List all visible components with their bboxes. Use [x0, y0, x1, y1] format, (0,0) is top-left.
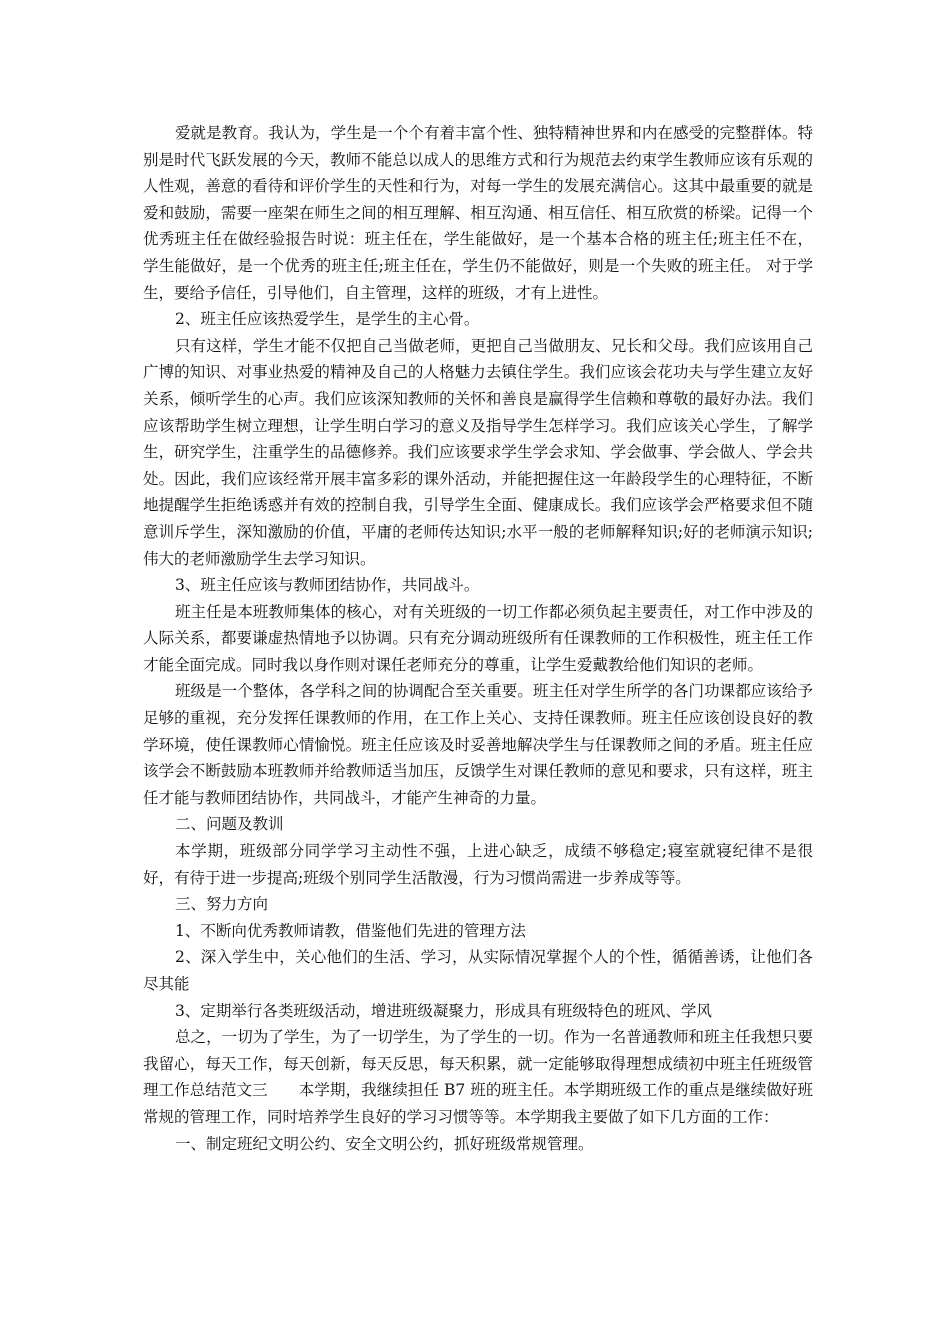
heading-direction: 三、努力方向	[175, 895, 269, 914]
heading-class-rules: 一、制定班纪文明公约、安全文明公约，抓好班级常规管理。	[175, 1134, 594, 1153]
heading-cooperate-with-teachers: 3、班主任应该与教师团结协作，共同战斗。	[175, 576, 480, 595]
heading-love-students: 2、班主任应该热爱学生，是学生的主心骨。	[175, 310, 480, 329]
document-body	[143, 120, 813, 1157]
paragraph-only-this-way: 只有这样，学生才能不仅把自己当做老师，更把自己当做朋友、兄长和父母。我们应该用自己广博的知识、对事业热爱的精神及自己的人格魅力去镇住学生。我们应该会花功夫与学生建立友好关系，倾听学生的心声。我们应该深知教师的关怀和善良是赢得学生信赖和尊敬的最好办法。我们应该帮助学生树立理想，让学生明白学习的意义及指导学生怎样学习。我们应该关心学生，了解学生，研究学生，注重学生的品德修养。我们应该要求学生学会求知、学会做事、学会做人、学会共处。因此，我们应该经常开展丰富多彩的课外活动，并能把握住这一年龄段学生的心理特征，不断地提醒学生拒绝诱惑并有效的控制自我，引导学生全面、健康成长。我们应该学会严格要求但不随意训斥学生，深知激励的价值，平庸的老师传达知识;水平一般的老师解释知识;好的老师演示知识;伟大的老师激励学生去学习知识。	[143, 336, 813, 568]
paragraph-class-teacher-core: 班主任是本班教师集体的核心，对有关班级的一切工作都必须负起主要责任，对工作中涉及的人际关系，都要谦虚热情地予以协调。只有充分调动班级所有任课教师的工作积极性，班主任工作才能全面完成。同时我以身作则对课任老师充分的尊重，让学生爱戴教给他们知识的老师。	[143, 602, 813, 674]
paragraph-problems: 本学期，班级部分同学学习主动性不强，上进心缺乏，成绩不够稳定;寝室就寝纪律不是很好，有待于进一步提高;班级个别同学生活散漫，行为习惯尚需进一步养成等等。	[143, 842, 813, 887]
paragraph-love-is-education: 爱就是教育。我认为，学生是一个个有着丰富个性、独特精神世界和内在感受的完整群体。特别是时代飞跃发展的今天，教师不能总以成人的思维方式和行为规范去约束学生教师应该有乐观的人性观，善意的看待和评价学生的天性和行为，对每一学生的发展充满信心。这其中最重要的就是爱和鼓励，需要一座架在师生之间的相互理解、相互沟通、相互信任、相互欣赏的桥梁。记得一个优秀班主任在做经验报告时说：班主任在，学生能做好，是一个基本合格的班主任;班主任不在，学生能做好，是一个优秀的班主任;班主任在，学生仍不能做好，则是一个失败的班主任。 对于学生，要给予信任，引导他们，自主管理，这样的班级，才有上进性。	[143, 124, 813, 302]
list-item-direction-3: 3、定期举行各类班级活动，增进班级凝聚力，形成具有班级特色的班风、学风	[175, 1001, 712, 1020]
list-item-direction-1: 1、不断向优秀教师请教，借鉴他们先进的管理方法	[175, 921, 526, 940]
heading-problems-lessons: 二、问题及教训	[175, 815, 284, 834]
paragraph-class-is-whole: 班级是一个整体，各学科之间的协调配合至关重要。班主任对学生所学的各门功课都应该给予足够的重视，充分发挥任课教师的作用，在工作上关心、支持任课教师。班主任应该创设良好的教学环境，使任课教师心情愉悦。班主任应该及时妥善地解决学生与任课教师之间的矛盾。班主任应该学会不断鼓励本班教师并给教师适当加压，反馈学生对课任教师的意见和要求，只有这样，班主任才能与教师团结协作，共同战斗，才能产生神奇的力量。	[143, 682, 813, 807]
paragraph-conclusion: 总之，一切为了学生，为了一切学生，为了学生的一切。作为一名普通教师和班主任我想只要我留心，每天工作，每天创新，每天反思，每天积累，就一定能够取得理想成绩初中班主任班级管理工作总结范文三 本学期，我继续担任 B7 班的班主任。本学期班级工作的重点是继续做好班常规的管理工作，同时培养学生良好的学习习惯等等。本学期我主要做了如下几方面的工作：	[143, 1028, 813, 1126]
list-item-direction-2: 2、深入学生中，关心他们的生活、学习，从实际情况掌握个人的个性，循循善诱，让他们各尽其能	[143, 948, 813, 993]
